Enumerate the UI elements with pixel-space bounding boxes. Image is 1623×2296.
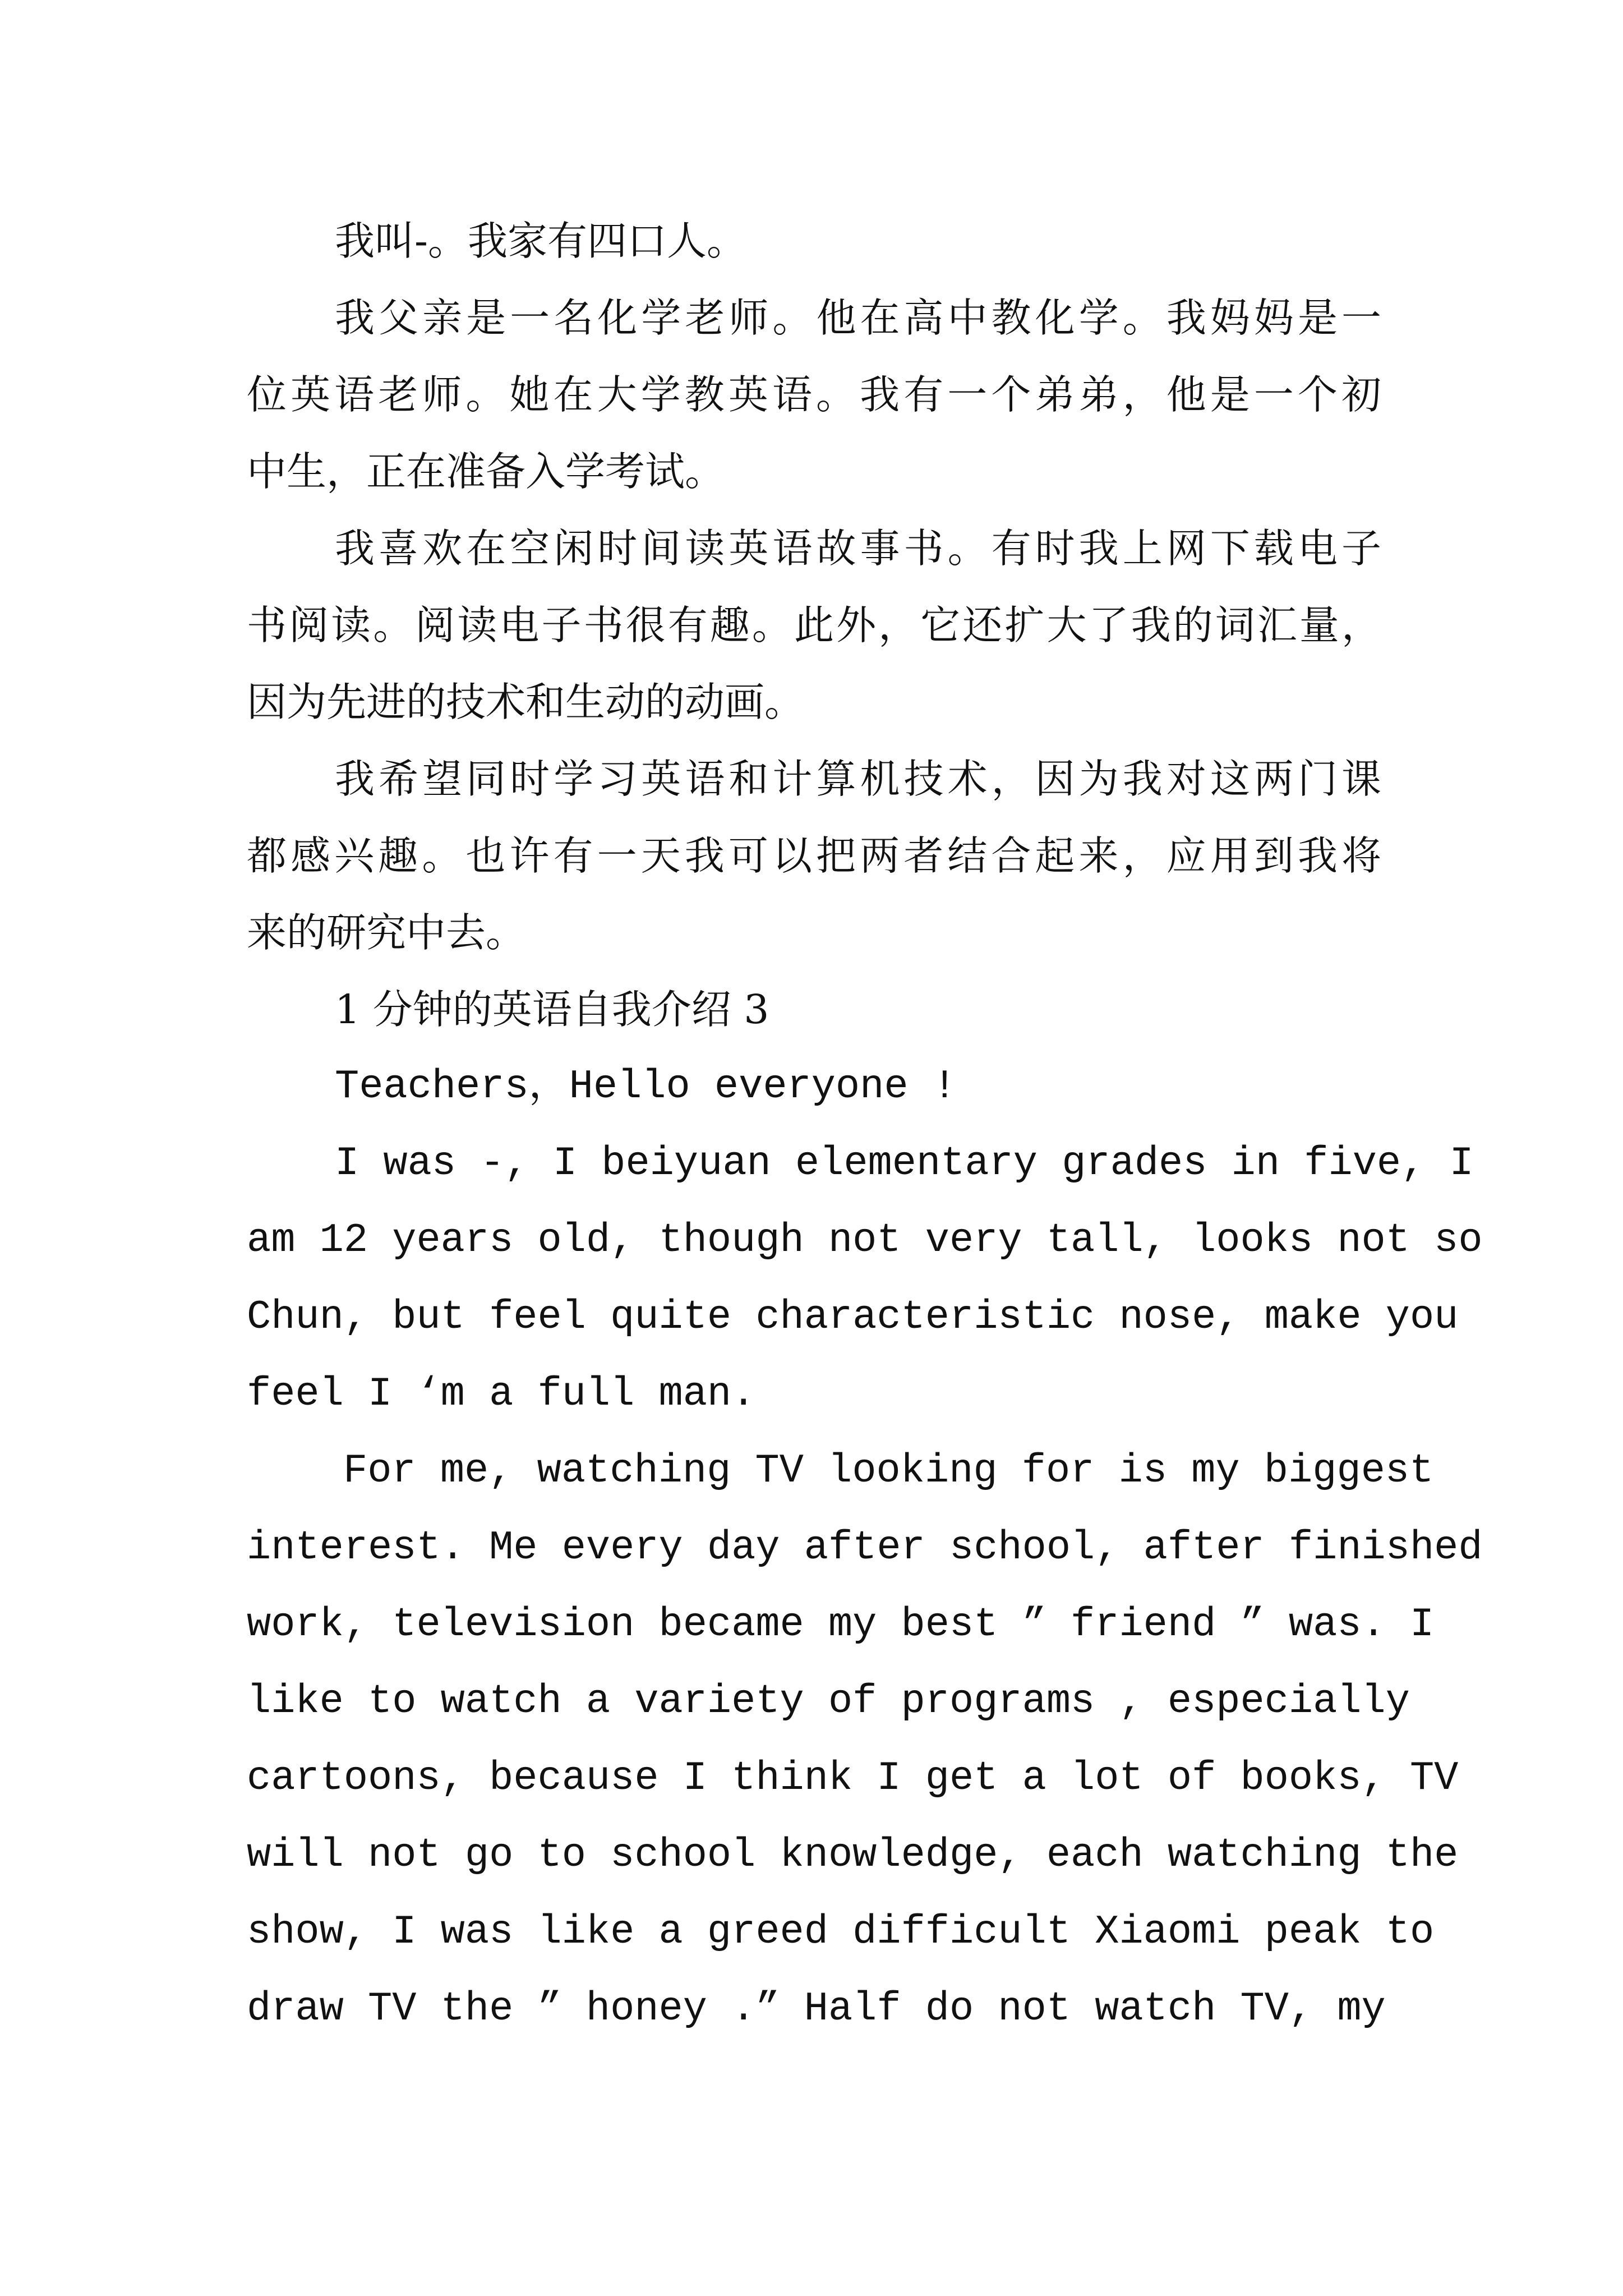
text-line: For me, watching TV looking for is my biggest: [343, 1448, 1434, 1494]
text-line: I was -, I beiyuan elementary grades in five, I: [335, 1140, 1474, 1186]
text-line: 中生，正在准备入学考试。: [247, 448, 725, 495]
text-line: will not go to school knowledge, each watching the: [247, 1832, 1459, 1878]
text-line: draw TV the ” honey .” Half do not watch TV, my: [247, 1986, 1386, 2032]
text-line: 来的研究中去。: [247, 909, 526, 956]
text-line: 书阅读。阅读电子书很有趣。此外，它还扩大了我的词汇量，: [247, 602, 1381, 648]
text-line: feel I ‘m a full man.: [247, 1371, 756, 1417]
text-line: 位英语老师。她在大学教英语。我有一个弟弟，他是一个初: [247, 371, 1381, 418]
section-heading: 1 分钟的英语自我介绍 3: [335, 986, 769, 1033]
text-line: 因为先进的技术和生动的动画。: [247, 679, 805, 725]
text-line: like to watch a variety of programs , especially: [247, 1678, 1410, 1724]
text-line: Chun, but feel quite characteristic nose, make you: [247, 1294, 1459, 1340]
text-line: 我喜欢在空闲时间读英语故事书。有时我上网下载电子: [335, 525, 1381, 572]
text-line: 我叫-。我家有四口人。: [335, 218, 746, 264]
text-line: cartoons, because I think I get a lot of books, TV: [247, 1755, 1459, 1801]
text-line: show, I was like a greed difficult Xiaomi peak to: [247, 1909, 1435, 1955]
text-line: 都感兴趣。也许有一天我可以把两者结合起来，应用到我将: [247, 832, 1381, 879]
text-line: interest. Me every day after school, after finished: [247, 1525, 1483, 1571]
text-line: Teachers，Hello everyone !: [335, 1064, 957, 1110]
text-line: am 12 years old, though not very tall, looks not so: [247, 1217, 1483, 1263]
text-line: 我希望同时学习英语和计算机技术，因为我对这两门课: [335, 756, 1381, 802]
text-line: work, television became my best ” friend ” was. I: [247, 1602, 1435, 1648]
text-line: 我父亲是一名化学老师。他在高中教化学。我妈妈是一: [335, 295, 1381, 341]
